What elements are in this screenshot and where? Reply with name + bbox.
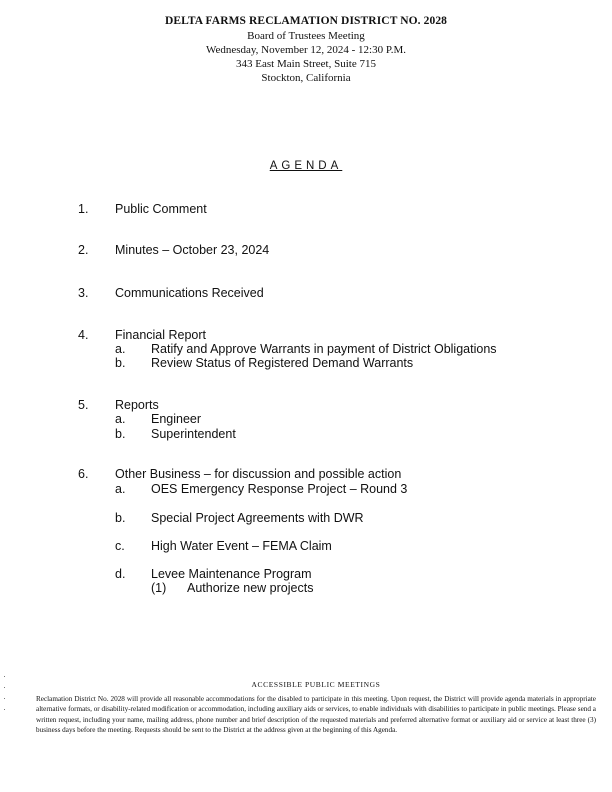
subitem-letter: b. — [115, 511, 126, 525]
item-number: 2. — [78, 243, 89, 257]
subitem-text: High Water Event – FEMA Claim — [151, 539, 332, 553]
item-number: 1. — [78, 202, 89, 216]
item-title: Reports — [115, 398, 159, 412]
meeting-address: 343 East Main Street, Suite 715 — [236, 58, 376, 70]
subitem-text: Special Project Agreements with DWR — [151, 511, 364, 525]
item-number: 4. — [78, 328, 89, 342]
subitem-letter: a. — [115, 482, 126, 496]
item-title: Financial Report — [115, 328, 207, 342]
meeting-city: Stockton, California — [261, 72, 351, 84]
item-number: 6. — [78, 467, 89, 481]
item-number: 5. — [78, 398, 89, 412]
margin-marks — [4, 676, 7, 720]
subitem-letter: b. — [115, 356, 126, 370]
document-header — [0, 14, 612, 85]
accessible-heading: ACCESSIBLE PUBLIC MEETINGS — [251, 680, 381, 689]
accessible-meetings-notice — [36, 680, 596, 736]
item-title: Minutes – October 23, 2024 — [115, 243, 270, 257]
subitem-text: Review Status of Registered Demand Warrants — [151, 356, 414, 370]
subitem-text: Engineer — [151, 412, 202, 426]
subitem-text: Ratify and Approve Warrants in payment of District Obligations — [151, 342, 497, 356]
accessible-body: Reclamation District No. 2028 will provide all reasonable accommodations for the disabled to participate in this meeting. Upon request, the District will provide agenda materials in appropriate alternative formats, or disability-related modification or accommodation, including auxiliary aids or services, to enable individuals with disabilities to participate in public meetings. Please send a written request, including your name, mailing address, phone number and brief description of the requested materials and preferred alternative format or auxiliary aid or service at least three (3) business days before the meeting. Requests should be sent to the District at the address given at the beginning of this Agenda. — [36, 695, 596, 735]
agenda-title: AGENDA — [269, 160, 343, 172]
subitem-letter: b. — [115, 427, 126, 441]
meeting-name: Board of Trustees Meeting — [247, 30, 365, 42]
item-title: Communications Received — [115, 286, 264, 300]
subitem-letter: a. — [115, 342, 126, 356]
item-number: 3. — [78, 286, 89, 300]
meeting-datetime: Wednesday, November 12, 2024 - 12:30 P.M. — [205, 44, 407, 56]
subsubitem-text: Authorize new projects — [187, 581, 314, 595]
subitem-text: OES Emergency Response Project – Round 3 — [151, 482, 408, 496]
item-title: Other Business – for discussion and possible action — [115, 467, 402, 481]
subitem-text: Levee Maintenance Program — [151, 567, 312, 581]
district-name: DELTA FARMS RECLAMATION DISTRICT NO. 2028 — [164, 15, 448, 27]
subitem-letter: d. — [115, 567, 126, 581]
item-title: Public Comment — [115, 202, 207, 216]
subitem-letter: c. — [115, 539, 125, 553]
subitem-text: Superintendent — [151, 427, 236, 441]
subitem-letter: a. — [115, 412, 126, 426]
subsubitem-number: (1) — [151, 581, 167, 595]
